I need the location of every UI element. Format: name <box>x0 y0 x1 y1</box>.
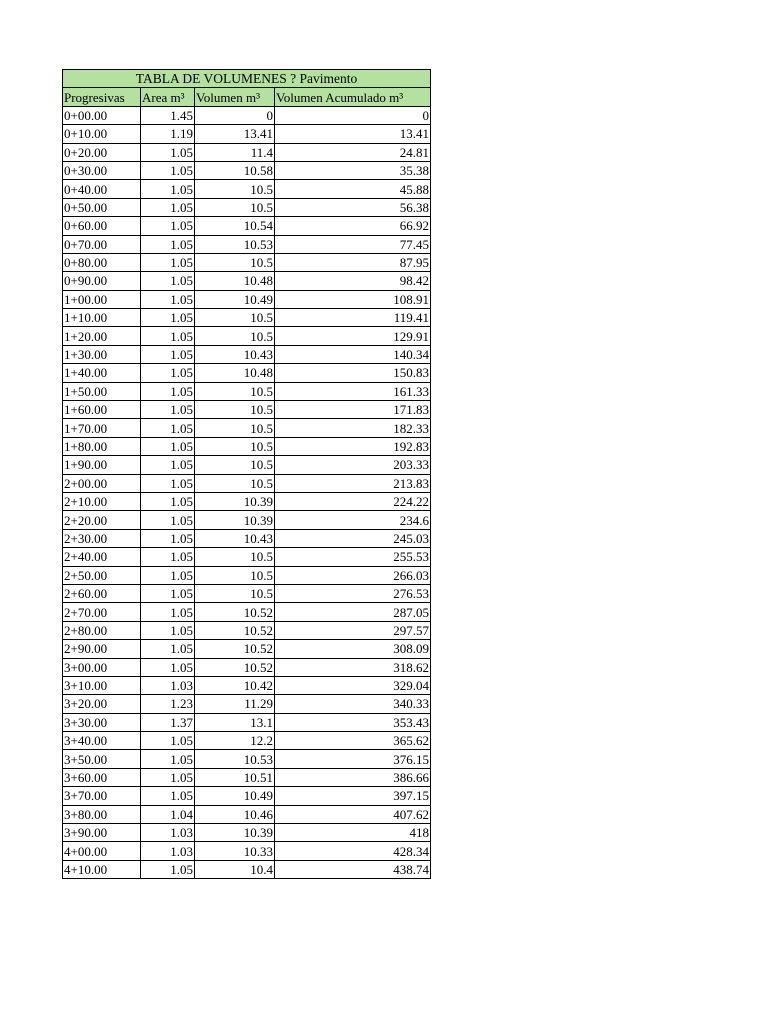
cell-volumen: 10.43 <box>195 529 275 547</box>
cell-progresiva: 1+90.00 <box>63 456 141 474</box>
cell-volumen: 11.4 <box>195 143 275 161</box>
header-volumen: Volumen m³ <box>195 88 275 106</box>
cell-area: 1.05 <box>141 511 195 529</box>
cell-progresiva: 1+10.00 <box>63 309 141 327</box>
cell-progresiva: 2+10.00 <box>63 492 141 510</box>
cell-volumen: 10.5 <box>195 474 275 492</box>
cell-progresiva: 2+20.00 <box>63 511 141 529</box>
cell-area: 1.05 <box>141 161 195 179</box>
cell-volumen: 10.5 <box>195 309 275 327</box>
cell-volumen-acumulado: 318.62 <box>275 658 431 676</box>
cell-volumen-acumulado: 308.09 <box>275 640 431 658</box>
table-row <box>63 529 431 547</box>
cell-area: 1.05 <box>141 401 195 419</box>
cell-area: 1.05 <box>141 309 195 327</box>
cell-progresiva: 1+80.00 <box>63 437 141 455</box>
cell-progresiva: 0+30.00 <box>63 161 141 179</box>
volume-table <box>62 69 431 879</box>
cell-progresiva: 1+50.00 <box>63 382 141 400</box>
table-row <box>63 603 431 621</box>
cell-area: 1.05 <box>141 584 195 602</box>
cell-area: 1.05 <box>141 860 195 878</box>
cell-progresiva: 0+00.00 <box>63 106 141 124</box>
cell-volumen-acumulado: 245.03 <box>275 529 431 547</box>
cell-volumen: 10.52 <box>195 658 275 676</box>
cell-area: 1.05 <box>141 143 195 161</box>
cell-progresiva: 3+90.00 <box>63 824 141 842</box>
cell-volumen: 0 <box>195 106 275 124</box>
cell-volumen: 10.49 <box>195 787 275 805</box>
table-row <box>63 217 431 235</box>
table-row <box>63 235 431 253</box>
cell-volumen-acumulado: 161.33 <box>275 382 431 400</box>
cell-progresiva: 2+60.00 <box>63 584 141 602</box>
cell-volumen-acumulado: 418 <box>275 824 431 842</box>
cell-volumen: 10.58 <box>195 161 275 179</box>
cell-progresiva: 0+50.00 <box>63 198 141 216</box>
table-row <box>63 180 431 198</box>
cell-volumen: 12.2 <box>195 732 275 750</box>
cell-volumen: 10.5 <box>195 548 275 566</box>
cell-area: 1.05 <box>141 732 195 750</box>
table-row <box>63 640 431 658</box>
table-row <box>63 364 431 382</box>
cell-volumen: 10.5 <box>195 401 275 419</box>
cell-area: 1.05 <box>141 621 195 639</box>
cell-area: 1.05 <box>141 327 195 345</box>
table-row <box>63 309 431 327</box>
cell-volumen: 10.5 <box>195 419 275 437</box>
cell-progresiva: 2+80.00 <box>63 621 141 639</box>
table-row <box>63 787 431 805</box>
cell-volumen: 10.5 <box>195 456 275 474</box>
cell-volumen-acumulado: 87.95 <box>275 253 431 271</box>
cell-volumen: 10.39 <box>195 511 275 529</box>
cell-volumen: 10.53 <box>195 235 275 253</box>
cell-area: 1.05 <box>141 603 195 621</box>
cell-area: 1.05 <box>141 474 195 492</box>
cell-volumen: 10.5 <box>195 327 275 345</box>
cell-progresiva: 0+90.00 <box>63 272 141 290</box>
table-row <box>63 511 431 529</box>
cell-progresiva: 2+50.00 <box>63 566 141 584</box>
cell-progresiva: 4+00.00 <box>63 842 141 860</box>
cell-progresiva: 0+20.00 <box>63 143 141 161</box>
table-row <box>63 474 431 492</box>
cell-progresiva: 0+80.00 <box>63 253 141 271</box>
cell-volumen: 10.48 <box>195 272 275 290</box>
cell-progresiva: 3+10.00 <box>63 676 141 694</box>
cell-area: 1.05 <box>141 548 195 566</box>
cell-area: 1.19 <box>141 125 195 143</box>
cell-volumen-acumulado: 329.04 <box>275 676 431 694</box>
table-row <box>63 566 431 584</box>
cell-volumen-acumulado: 386.66 <box>275 768 431 786</box>
cell-volumen: 10.5 <box>195 180 275 198</box>
cell-progresiva: 3+40.00 <box>63 732 141 750</box>
cell-progresiva: 1+40.00 <box>63 364 141 382</box>
cell-volumen: 10.39 <box>195 492 275 510</box>
cell-progresiva: 2+40.00 <box>63 548 141 566</box>
cell-progresiva: 1+70.00 <box>63 419 141 437</box>
cell-area: 1.05 <box>141 640 195 658</box>
cell-volumen-acumulado: 77.45 <box>275 235 431 253</box>
cell-volumen-acumulado: 0 <box>275 106 431 124</box>
cell-volumen-acumulado: 428.34 <box>275 842 431 860</box>
table-row <box>63 492 431 510</box>
cell-area: 1.05 <box>141 345 195 363</box>
cell-progresiva: 0+40.00 <box>63 180 141 198</box>
cell-progresiva: 3+80.00 <box>63 805 141 823</box>
cell-volumen: 10.5 <box>195 566 275 584</box>
cell-area: 1.03 <box>141 824 195 842</box>
table-row <box>63 419 431 437</box>
cell-volumen-acumulado: 129.91 <box>275 327 431 345</box>
cell-area: 1.05 <box>141 198 195 216</box>
cell-volumen-acumulado: 365.62 <box>275 732 431 750</box>
cell-volumen-acumulado: 192.83 <box>275 437 431 455</box>
cell-area: 1.05 <box>141 364 195 382</box>
title-row <box>63 70 431 88</box>
cell-volumen: 10.51 <box>195 768 275 786</box>
cell-volumen-acumulado: 24.81 <box>275 143 431 161</box>
table-title: TABLA DE VOLUMENES ? Pavimento <box>63 70 431 88</box>
cell-area: 1.05 <box>141 419 195 437</box>
cell-volumen-acumulado: 150.83 <box>275 364 431 382</box>
cell-volumen-acumulado: 224.22 <box>275 492 431 510</box>
cell-area: 1.05 <box>141 456 195 474</box>
table-row <box>63 842 431 860</box>
cell-area: 1.05 <box>141 253 195 271</box>
cell-area: 1.05 <box>141 529 195 547</box>
cell-volumen: 10.5 <box>195 198 275 216</box>
cell-progresiva: 1+30.00 <box>63 345 141 363</box>
cell-progresiva: 0+10.00 <box>63 125 141 143</box>
table-row <box>63 621 431 639</box>
cell-volumen: 10.52 <box>195 603 275 621</box>
table-row <box>63 768 431 786</box>
cell-progresiva: 4+10.00 <box>63 860 141 878</box>
cell-progresiva: 2+30.00 <box>63 529 141 547</box>
cell-progresiva: 3+50.00 <box>63 750 141 768</box>
cell-progresiva: 1+20.00 <box>63 327 141 345</box>
cell-volumen: 10.48 <box>195 364 275 382</box>
table-row <box>63 345 431 363</box>
cell-volumen: 10.42 <box>195 676 275 694</box>
table-row <box>63 290 431 308</box>
cell-volumen: 11.29 <box>195 695 275 713</box>
cell-volumen-acumulado: 213.83 <box>275 474 431 492</box>
table-row <box>63 713 431 731</box>
cell-area: 1.05 <box>141 566 195 584</box>
cell-volumen-acumulado: 119.41 <box>275 309 431 327</box>
cell-volumen-acumulado: 276.53 <box>275 584 431 602</box>
cell-volumen: 13.41 <box>195 125 275 143</box>
cell-area: 1.03 <box>141 676 195 694</box>
cell-area: 1.05 <box>141 658 195 676</box>
table-row <box>63 327 431 345</box>
cell-area: 1.05 <box>141 272 195 290</box>
cell-volumen-acumulado: 353.43 <box>275 713 431 731</box>
cell-area: 1.23 <box>141 695 195 713</box>
cell-volumen-acumulado: 203.33 <box>275 456 431 474</box>
cell-volumen-acumulado: 407.62 <box>275 805 431 823</box>
cell-area: 1.05 <box>141 768 195 786</box>
cell-volumen: 10.53 <box>195 750 275 768</box>
table-row <box>63 695 431 713</box>
table-row <box>63 584 431 602</box>
cell-volumen-acumulado: 56.38 <box>275 198 431 216</box>
header-area: Area m³ <box>141 88 195 106</box>
cell-volumen: 10.5 <box>195 437 275 455</box>
table-row <box>63 860 431 878</box>
cell-volumen-acumulado: 45.88 <box>275 180 431 198</box>
header-progresivas: Progresivas <box>63 88 141 106</box>
cell-volumen-acumulado: 13.41 <box>275 125 431 143</box>
cell-volumen-acumulado: 98.42 <box>275 272 431 290</box>
cell-volumen: 10.52 <box>195 640 275 658</box>
cell-progresiva: 1+00.00 <box>63 290 141 308</box>
cell-volumen-acumulado: 340.33 <box>275 695 431 713</box>
cell-area: 1.04 <box>141 805 195 823</box>
cell-area: 1.05 <box>141 180 195 198</box>
cell-progresiva: 0+60.00 <box>63 217 141 235</box>
cell-progresiva: 3+30.00 <box>63 713 141 731</box>
cell-progresiva: 1+60.00 <box>63 401 141 419</box>
table-body <box>63 106 431 878</box>
cell-volumen-acumulado: 35.38 <box>275 161 431 179</box>
cell-volumen-acumulado: 376.15 <box>275 750 431 768</box>
cell-progresiva: 3+60.00 <box>63 768 141 786</box>
cell-volumen-acumulado: 171.83 <box>275 401 431 419</box>
table-row <box>63 732 431 750</box>
cell-area: 1.37 <box>141 713 195 731</box>
table-row <box>63 437 431 455</box>
cell-area: 1.05 <box>141 290 195 308</box>
table-row <box>63 824 431 842</box>
cell-volumen: 10.5 <box>195 584 275 602</box>
cell-progresiva: 3+20.00 <box>63 695 141 713</box>
cell-volumen-acumulado: 140.34 <box>275 345 431 363</box>
cell-area: 1.05 <box>141 492 195 510</box>
table-row <box>63 161 431 179</box>
header-row <box>63 88 431 106</box>
cell-volumen-acumulado: 297.57 <box>275 621 431 639</box>
table-row <box>63 125 431 143</box>
cell-volumen: 10.33 <box>195 842 275 860</box>
table-row <box>63 456 431 474</box>
cell-volumen-acumulado: 66.92 <box>275 217 431 235</box>
cell-volumen-acumulado: 438.74 <box>275 860 431 878</box>
cell-volumen: 10.46 <box>195 805 275 823</box>
table-row <box>63 143 431 161</box>
cell-area: 1.03 <box>141 842 195 860</box>
cell-volumen-acumulado: 182.33 <box>275 419 431 437</box>
table-row <box>63 750 431 768</box>
cell-volumen: 13.1 <box>195 713 275 731</box>
cell-volumen: 10.49 <box>195 290 275 308</box>
cell-volumen-acumulado: 108.91 <box>275 290 431 308</box>
cell-volumen-acumulado: 397.15 <box>275 787 431 805</box>
table-row <box>63 676 431 694</box>
cell-area: 1.05 <box>141 382 195 400</box>
cell-volumen: 10.52 <box>195 621 275 639</box>
cell-area: 1.05 <box>141 750 195 768</box>
table-row <box>63 805 431 823</box>
table-row <box>63 401 431 419</box>
cell-progresiva: 3+00.00 <box>63 658 141 676</box>
cell-volumen: 10.4 <box>195 860 275 878</box>
table-row <box>63 382 431 400</box>
cell-volumen-acumulado: 287.05 <box>275 603 431 621</box>
cell-volumen-acumulado: 234.6 <box>275 511 431 529</box>
cell-progresiva: 2+70.00 <box>63 603 141 621</box>
table-row <box>63 548 431 566</box>
cell-area: 1.05 <box>141 235 195 253</box>
table-row <box>63 272 431 290</box>
cell-progresiva: 3+70.00 <box>63 787 141 805</box>
cell-area: 1.05 <box>141 217 195 235</box>
cell-volumen-acumulado: 266.03 <box>275 566 431 584</box>
cell-area: 1.05 <box>141 787 195 805</box>
cell-volumen: 10.43 <box>195 345 275 363</box>
table-row <box>63 106 431 124</box>
cell-volumen: 10.54 <box>195 217 275 235</box>
cell-volumen-acumulado: 255.53 <box>275 548 431 566</box>
cell-volumen: 10.5 <box>195 253 275 271</box>
cell-progresiva: 2+90.00 <box>63 640 141 658</box>
cell-area: 1.45 <box>141 106 195 124</box>
cell-volumen: 10.5 <box>195 382 275 400</box>
table-row <box>63 658 431 676</box>
cell-volumen: 10.39 <box>195 824 275 842</box>
cell-area: 1.05 <box>141 437 195 455</box>
table-row <box>63 198 431 216</box>
cell-progresiva: 2+00.00 <box>63 474 141 492</box>
cell-progresiva: 0+70.00 <box>63 235 141 253</box>
header-volumen-acumulado: Volumen Acumulado m³ <box>275 88 431 106</box>
table-row <box>63 253 431 271</box>
